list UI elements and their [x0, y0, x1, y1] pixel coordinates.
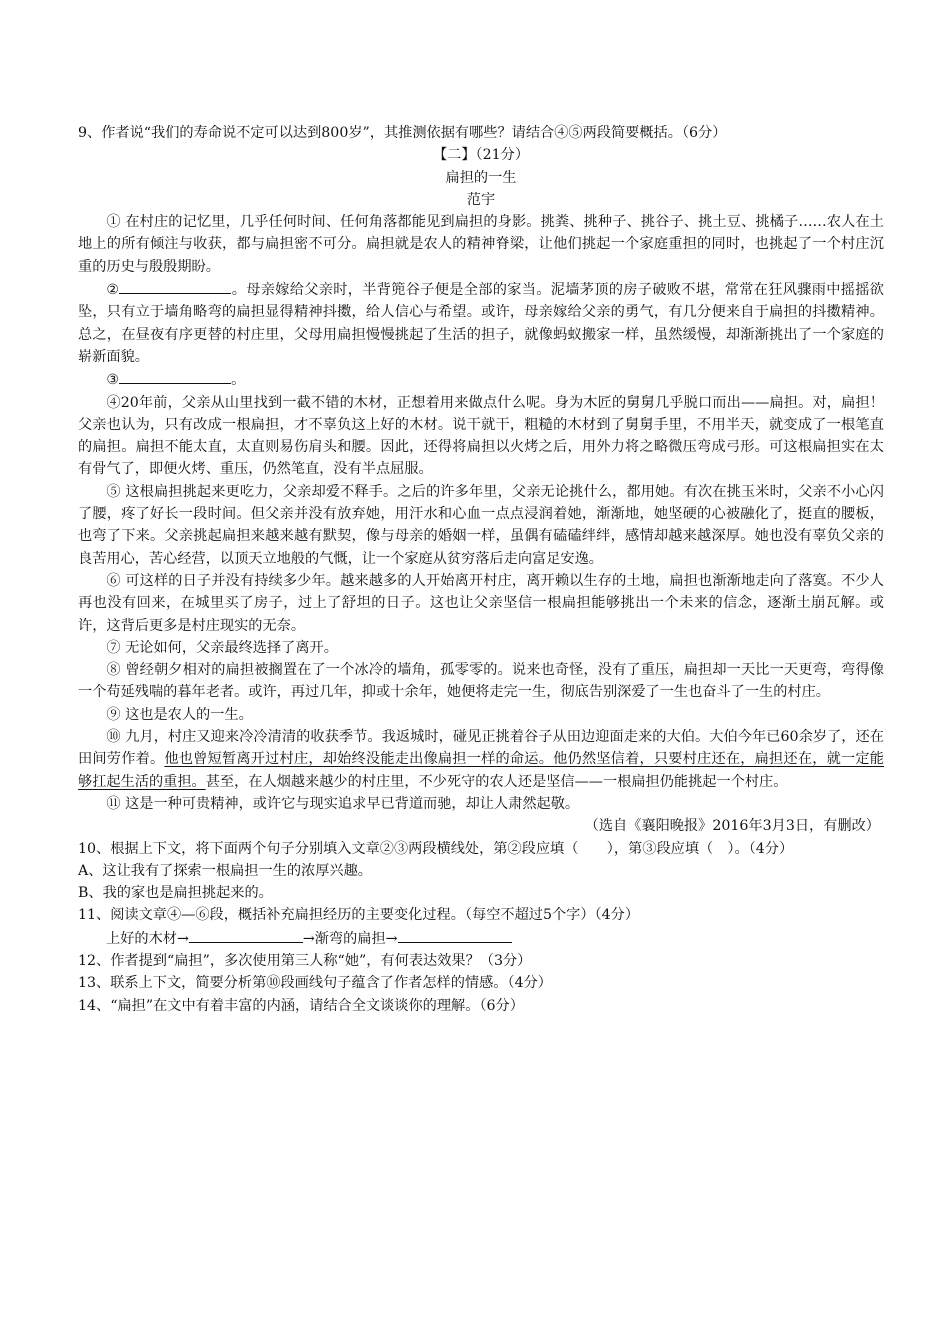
paragraph-3-number: ③: [106, 372, 120, 389]
paragraph-7: ⑦ 无论如何，父亲最终选择了离开。: [106, 639, 338, 656]
question-11-chain: [78, 927, 884, 950]
paragraph-9: ⑨ 这也是农人的一生。: [106, 706, 253, 723]
question-14: 14、“扁担”在文中有着丰富的内涵，请结合全文谈谈你的理解。（6分）: [78, 997, 524, 1014]
paragraph-3: [78, 368, 884, 391]
source-note: （选自《襄阳晚报》2016年3月3日，有删改）: [584, 818, 880, 835]
blank-2[interactable]: [119, 278, 231, 294]
paragraph-2-number: ②: [106, 282, 120, 299]
paragraph-3-end: 。: [231, 372, 246, 389]
article-author: 范宇: [466, 191, 496, 208]
exam-page: [78, 122, 884, 1017]
paragraph-10-intro: ⑩ 九月，村庄又迎来冷冷清清的收获季节。我返城时，碰见正挑着谷子从田边迎面走来的大伯。大伯今年已60余岁了，还在田间劳作着。: [78, 729, 884, 768]
blank-3[interactable]: [119, 368, 231, 384]
paragraph-6: ⑥ 可这样的日子并没有持续多少年。越来越多的人开始离开村庄，离开赖以生存的土地，扁担也渐渐地走向了落寞。不少人再也没有回来，在城里买了房子，过上了舒坦的日子。这也让父亲坚信一根扁担能够挑出一个未来的信念，逐渐土崩瓦解。或许，这背后更多是村庄现实的无奈。: [78, 572, 884, 634]
paragraph-1: ① 在村庄的记忆里，几乎任何时间、任何角落都能见到扁担的身影。挑粪、挑种子、挑谷子、挑土豆、挑橘子……农人在土地上的所有倾注与收获，都与扁担密不可分。扁担就是农人的精神脊梁，让他们挑起一个家庭重担的同时，也挑起了一个村庄沉重的历史与殷殷期盼。: [78, 214, 884, 275]
paragraph-8: ⑧ 曾经朝夕相对的扁担被搁置在了一个冰冷的墙角，孤零零的。说来也奇怪，没有了重压，扁担却一天比一天更弯，弯得像一个苟延残喘的暮年老者。或许，再过几年，抑或十余年，她便将走完一生，彻底告别深爱了一生也奋斗了一生的村庄。: [78, 662, 884, 701]
section-heading: 【二】（21分）: [432, 147, 530, 164]
question-10: 10、根据上下文，将下面两个句子分别填入文章②③两段横线处，第②段应填（ ），第③段应填（ ）。（4分）: [78, 840, 794, 857]
question-9: 9、作者说“我们的寿命说不定可以达到800岁”，其推测依据有哪些？请结合④⑤两段简要概括。（6分）: [78, 125, 727, 141]
question-12: 12、作者提到“扁担”，多次使用第三人称“她”，有何表达效果？（3分）: [78, 952, 532, 969]
chain-middle: →渐弯的扁担→: [302, 930, 398, 947]
underlined-sentence: 他也曾短暂离开过村庄，却始终没能走出像扁担一样的命运。他仍然坚信着，只要村庄还在，扁担还在，就一定能够扛起生活的重担。: [78, 751, 884, 790]
answer-blank-2[interactable]: [398, 927, 512, 943]
question-13: 13、联系上下文，简要分析第⑩段画线句子蕴含了作者怎样的情感。（4分）: [78, 975, 552, 992]
paragraph-2: [78, 278, 884, 368]
paragraph-10-end: 甚至，在人烟越来越少的村庄里，不少死守的农人还是坚信——一根扁担仍能挑起一个村庄。: [205, 773, 788, 790]
paragraph-2-text: 。母亲嫁给父亲时，半背篼谷子便是全部的家当。泥墙茅顶的房子破败不堪，常常在狂风骤雨中摇摇欲坠，只有立于墙角略弯的扁担显得精神抖擞，给人信心与希望。或许，母亲嫁给父亲的勇气，有几分便来自于扁担的抖擞精神。总之，在昼夜有序更替的村庄里，父母用扁担慢慢挑起了生活的担子，就像蚂蚁搬家一样，虽然缓慢，却渐渐挑出了一个家庭的崭新面貌。: [78, 282, 884, 365]
question-11: 11、阅读文章④—⑥段，概括补充扁担经历的主要变化过程。（每空不超过5个字）（4分）: [78, 907, 640, 924]
paragraph-10: [78, 726, 884, 793]
option-b: B、我的家也是扁担挑起来的。: [78, 885, 273, 902]
paragraph-11: ⑪ 这是一种可贵精神，或许它与现实追求早已背道而驰，却让人肃然起敬。: [106, 795, 580, 812]
paragraph-4: ④20年前，父亲从山里找到一截不错的木材，正想着用来做点什么呢。身为木匠的舅舅几乎脱口而出——扁担。对，扁担！父亲也认为，只有改成一根扁担，才不辜负这上好的木材。说干就干，粗糙的木材到了舅舅手里，不用半天，就变成了一根笔直的扁担。扁担不能太直，太直则易伤肩头和腰。因此，还得将扁担以火烤之后，用外力将之略微压弯成弓形。可这根扁担实在太有骨气了，即便火烤、重压，仍然笔直，没有半点屈服。: [78, 394, 884, 478]
chain-start: 上好的木材→: [106, 930, 189, 947]
paragraph-5: ⑤ 这根扁担挑起来更吃力，父亲却爱不释手。之后的许多年里，父亲无论挑什么，都用她。有次在挑玉米时，父亲不小心闪了腰，疼了好长一段时间。但父亲并没有放弃她，用汗水和心血一点点浸润着她，渐渐地，她坚硬的心被融化了，挺直的腰板，也弯了下来。父亲挑起扁担来越来越有默契，像与母亲的婚姻一样，虽偶有磕磕绊绊，感情却越来越深厚。她也没有辜负父亲的良苦用心，苦心经营，以顶天立地般的气慨，让一个家庭从贫穷落后走向富足安逸。: [78, 483, 884, 567]
option-a: A、这让我有了探索一根扁担一生的浓厚兴趣。: [78, 862, 372, 879]
answer-blank-1[interactable]: [189, 927, 303, 943]
article-title: 扁担的一生: [445, 169, 517, 186]
